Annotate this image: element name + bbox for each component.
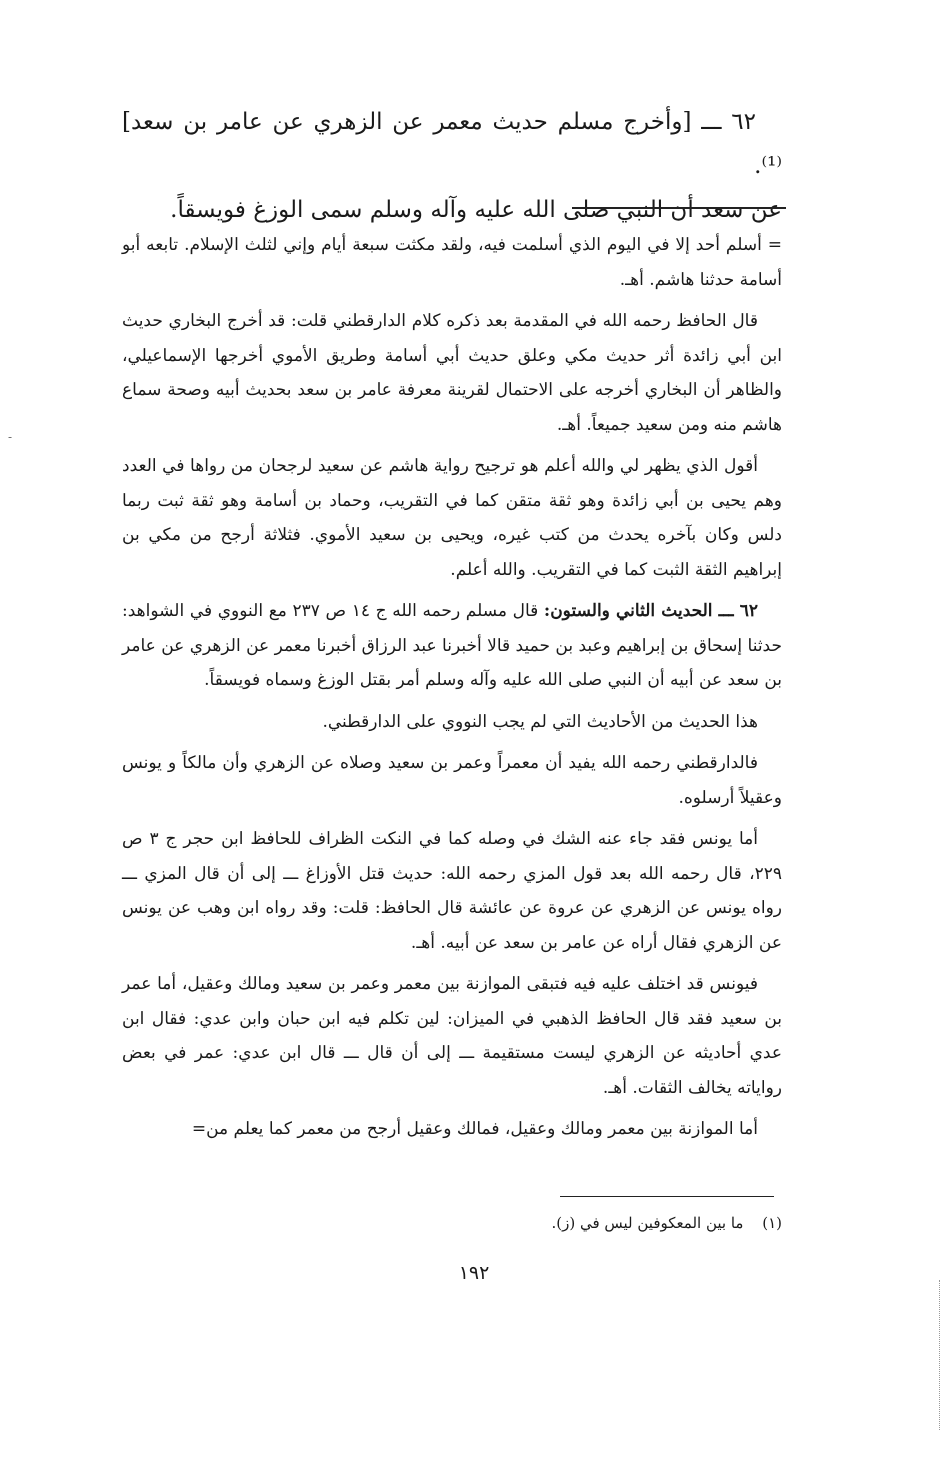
header-separator — [572, 207, 786, 209]
paragraph-9: أما الموازنة بين معمر ومالك وعقيل، فمالك وعقيل أرجح من معمر كما يعلم من= — [191, 1119, 758, 1139]
footnote-number: (١) — [762, 1214, 782, 1232]
paragraph-8: فيونس قد اختلف عليه فيه فتبقى الموازنة بين معمر وعمر بن سعيد ومالك وعقيل، أما عمر بن سعيد فقد قال الحافظ الذهبي في الميزان: لين تكلم فيه ابن حبان وابن عدي: فقال ابن عدي أحاديثه عن الزهري ليست مستقيمة ـــ إلى أن قال ـــ قال ابن عدي: عمر في بعض رواياته يخالف الثقات. أهـ. — [122, 974, 782, 1098]
paragraph-6: فالدارقطني رحمه الله يفيد أن معمراً وعمر بن سعيد وصلاه عن الزهري وأن مالكاً و يونس وعقيلاً أرسلوه. — [122, 753, 782, 808]
paragraph-5: هذا الحديث من الأحاديث التي لم يجب النووي على الدارقطني. — [322, 711, 758, 732]
body-text — [122, 228, 782, 1154]
paragraph-1: = أسلم أحد إلا في اليوم الذي أسلمت فيه، ولقد مكثت سبعة أيام وإني لثلث الإسلام. تابعه أبو أسامة حدثنا هاشم. أهـ. — [122, 235, 782, 290]
paragraph-2: قال الحافظ رحمه الله في المقدمة بعد ذكره كلام الدارقطني قلت: قد أخرج البخاري حديث ابن أبي زائدة أثر حديث مكي وعلق حديث أبي أسامة وطريق الأموي أخرجها الإسماعيلي، والظاهر أن البخاري أخرجه على الاحتمال لقرينة معرفة عامر بن سعد بحديث أبيه وصحة سماع هاشم منه ومن سعيد جميعاً. أهـ. — [122, 311, 782, 435]
paragraph-7: أما يونس فقد جاء عنه الشك في وصله كما في النكت الظراف للحافظ ابن حجر ج ٣ ص ٢٢٩، قال رحمه الله بعد قول المزي رحمه الله: حديث قتل الأوزاغ ـــ إلى أن قال المزي ـــ رواه يونس عن الزهري عن عروة عن عائشة قال الحافظ: قلت: وقد رواه ابن وهب عن يونس عن الزهري فقال أراه عن عامر بن سعد عن أبيه. أهـ. — [122, 829, 782, 953]
margin-mark: - — [8, 430, 13, 444]
paragraph-4-text: قال مسلم رحمه الله ج ١٤ ص ٢٣٧ مع النووي في الشواهد: حدثنا إسحاق بن إبراهيم وعبد بن حميد قالا أخبرنا عبد الرزاق أخبرنا معمر عن الزهري عن عامر بن سعد عن أبيه أن النبي صلى الله عليه وآله وسلم أمر بقتل الوزغ وسماه فويسقاً. — [122, 601, 782, 690]
footnote-text: ما بين المعكوفين ليس في (ز). — [551, 1214, 744, 1232]
footnote-separator — [560, 1196, 774, 1197]
paragraph-4 — [122, 594, 782, 698]
header-line-1: ٦٢ ـــ [وأخرج مسلم حديث معمر عن الزهري عن عامر بن سعد] ⁽¹⁾. — [122, 109, 782, 179]
footnote — [122, 1208, 782, 1238]
hadith-heading: ٦٢ ـــ الحديث الثاني والستون: — [543, 601, 758, 621]
paragraph-3: أقول الذي يظهر لي والله أعلم هو ترجيح رواية هاشم عن سعيد لرجحان من رواها في العدد وهم يحيى بن أبي زائدة وهو ثقة متقن كما في التقريب، وحماد بن أسامة وهو ثقة ثبت ربما دلس وكان بآخره يحدث من كتب غيره، ويحيى بن سعيد الأموي. فثلاثة أرجح من مكي بن إبراهيم الثقة الثبت كما في التقريب. والله أعلم. — [122, 456, 782, 580]
header-line-2: عن سعد أن النبي صلى الله عليه وآله وسلم سمى الوزغ فويسقاً. — [170, 197, 782, 223]
scan-edge-mark — [939, 1280, 942, 1430]
hadith-header — [122, 100, 782, 232]
page-number: ١٩٢ — [458, 1262, 490, 1284]
